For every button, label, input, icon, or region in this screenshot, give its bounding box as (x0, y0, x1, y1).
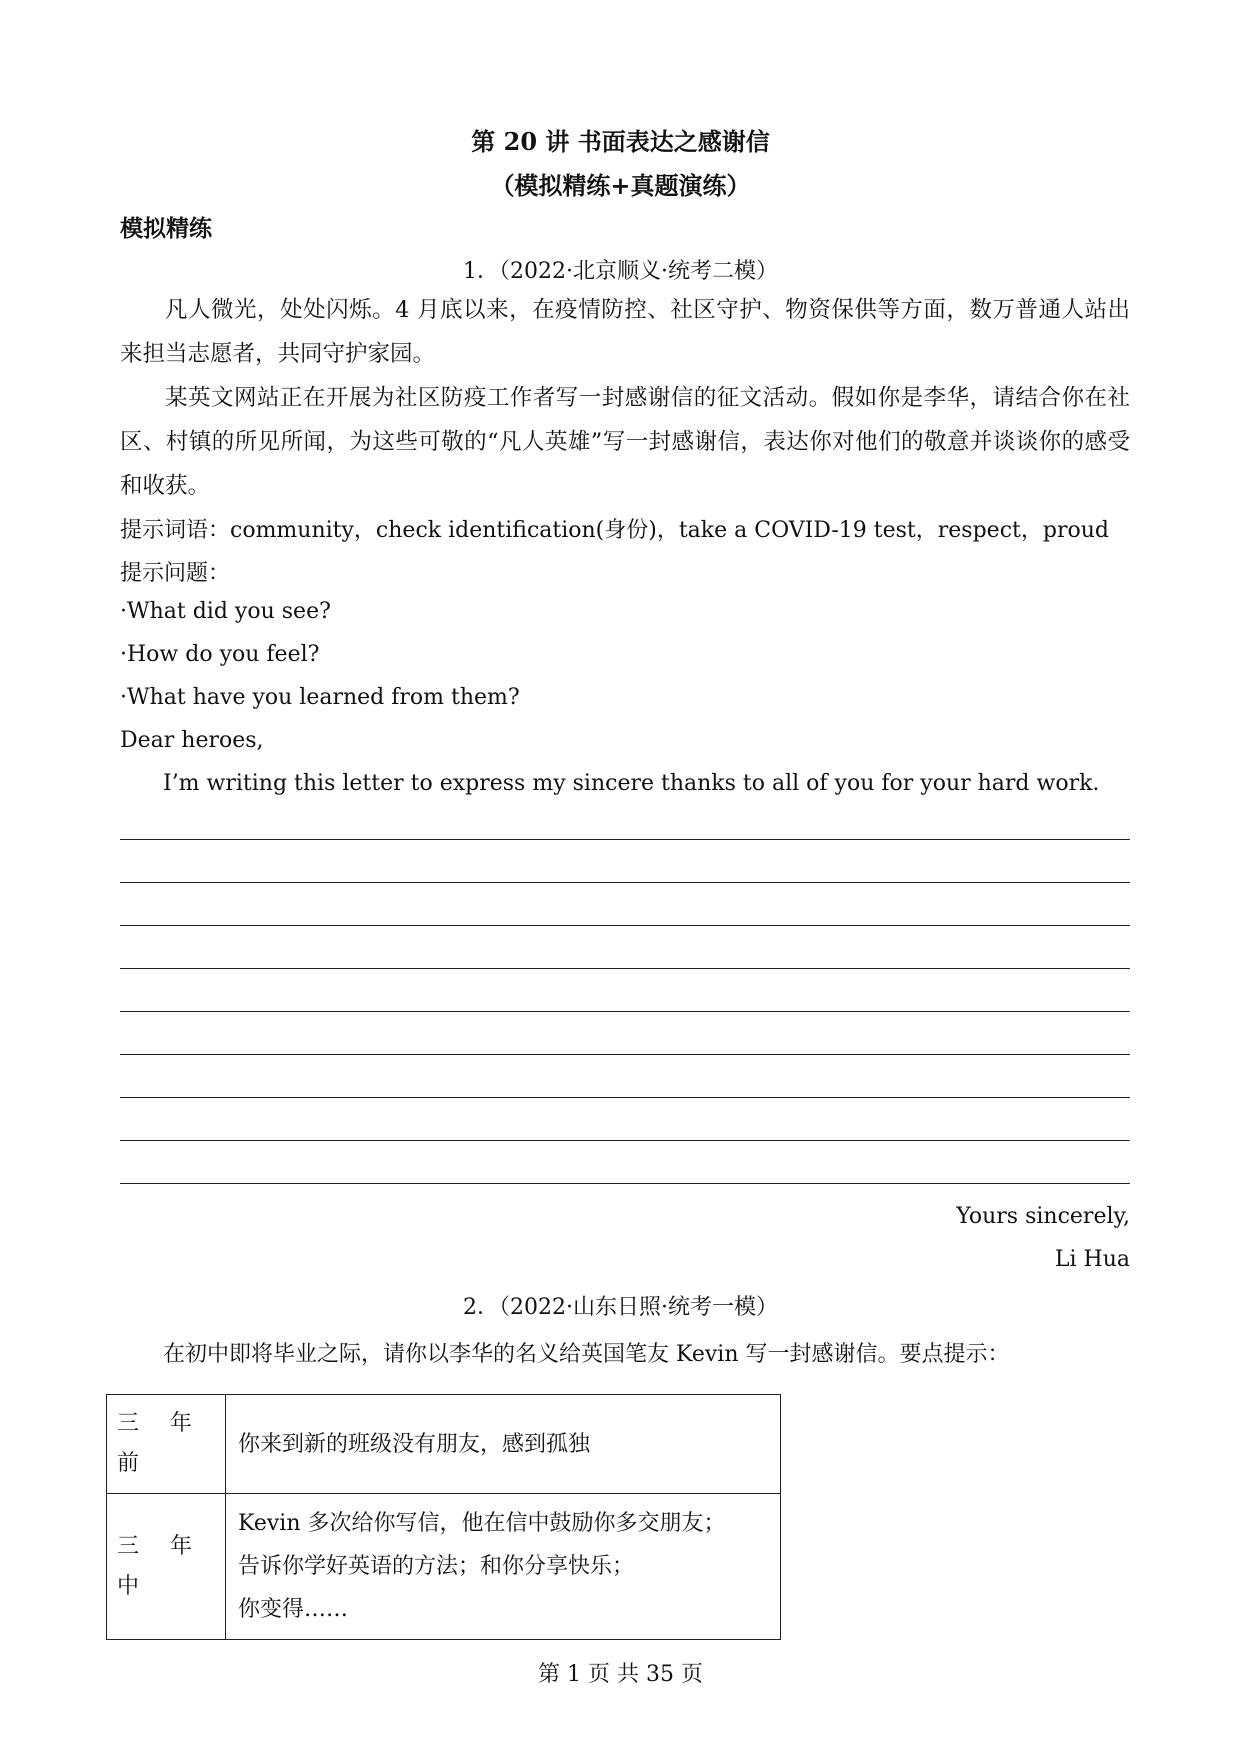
letter-opening: I’m writing this letter to express my sincere thanks to all of you for your hard work. (163, 771, 1100, 796)
row-content (226, 1395, 781, 1494)
letter-closing: Yours sincerely, (956, 1204, 1130, 1229)
writing-line[interactable] (120, 925, 1130, 926)
table-row (107, 1395, 781, 1494)
letter-signature: Li Hua (1054, 1247, 1130, 1272)
row-label (107, 1395, 226, 1494)
writing-line[interactable] (120, 968, 1130, 969)
question-2-header: 2．（2022·山东日照·统考一模） (463, 1295, 778, 1320)
label-char: 前 (117, 1451, 140, 1476)
label-char: 年 (169, 1533, 192, 1559)
content-line: 告诉你学好英语的方法；和你分享快乐； (238, 1554, 635, 1579)
content-line: 你变得…… (238, 1597, 349, 1622)
writing-line[interactable] (120, 1140, 1130, 1141)
page-footer: 第 1 页 共 35 页 (538, 1662, 703, 1687)
hint-words: 提示词语：community，check identification(身份)，take a COVID-19 test，respect，proud (120, 518, 1109, 543)
content-line: 你来到新的班级没有朋友，感到孤独 (238, 1431, 591, 1457)
writing-line[interactable] (120, 1183, 1130, 1184)
writing-line[interactable] (120, 882, 1130, 883)
row-content (226, 1494, 781, 1640)
question-1-paragraph-2: 某英文网站正在开展为社区防疫工作者写一封感谢信的征文活动。假如你是李华，请结合你在社区、村镇的所见所闻，为这些可敬的“凡人英雄”写一封感谢信，表达你对他们的敬意并谈谈你的感受和收获。 (120, 385, 1130, 499)
label-char: 年 (169, 1411, 192, 1436)
label-char: 中 (117, 1573, 140, 1599)
row-label (107, 1494, 226, 1640)
hint-question: ·How do you feel? (120, 642, 320, 667)
writing-line[interactable] (120, 1054, 1130, 1055)
hint-questions-label: 提示问题： (120, 561, 231, 586)
hint-question: ·What have you learned from them? (120, 685, 520, 710)
label-char: 三 (117, 1411, 140, 1436)
question-1-header: 1．（2022·北京顺义·统考二模） (463, 259, 778, 284)
writing-line[interactable] (120, 1097, 1130, 1098)
question-2-intro: 在初中即将毕业之际，请你以李华的名义给英国笔友 Kevin 写一封感谢信。要点提示： (163, 1342, 1010, 1367)
question-1-paragraph-1: 凡人微光，处处闪烁。4 月底以来，在疫情防控、社区守护、物资保供等方面，数万普通人站出来担当志愿者，共同守护家园。 (120, 297, 1130, 367)
points-table (106, 1394, 781, 1640)
writing-line[interactable] (120, 839, 1130, 840)
label-char: 三 (117, 1533, 140, 1559)
hint-question: ·What did you see? (120, 599, 331, 624)
document-title: 第 20 讲 书面表达之感谢信 (471, 127, 770, 156)
document-subtitle: （模拟精练+真题演练） (490, 171, 751, 200)
table-row (107, 1494, 781, 1640)
section-heading: 模拟精练 (120, 215, 212, 242)
letter-salutation: Dear heroes, (120, 728, 264, 753)
content-line: Kevin 多次给你写信，他在信中鼓励你多交朋友； (238, 1511, 726, 1536)
writing-line[interactable] (120, 1011, 1130, 1012)
